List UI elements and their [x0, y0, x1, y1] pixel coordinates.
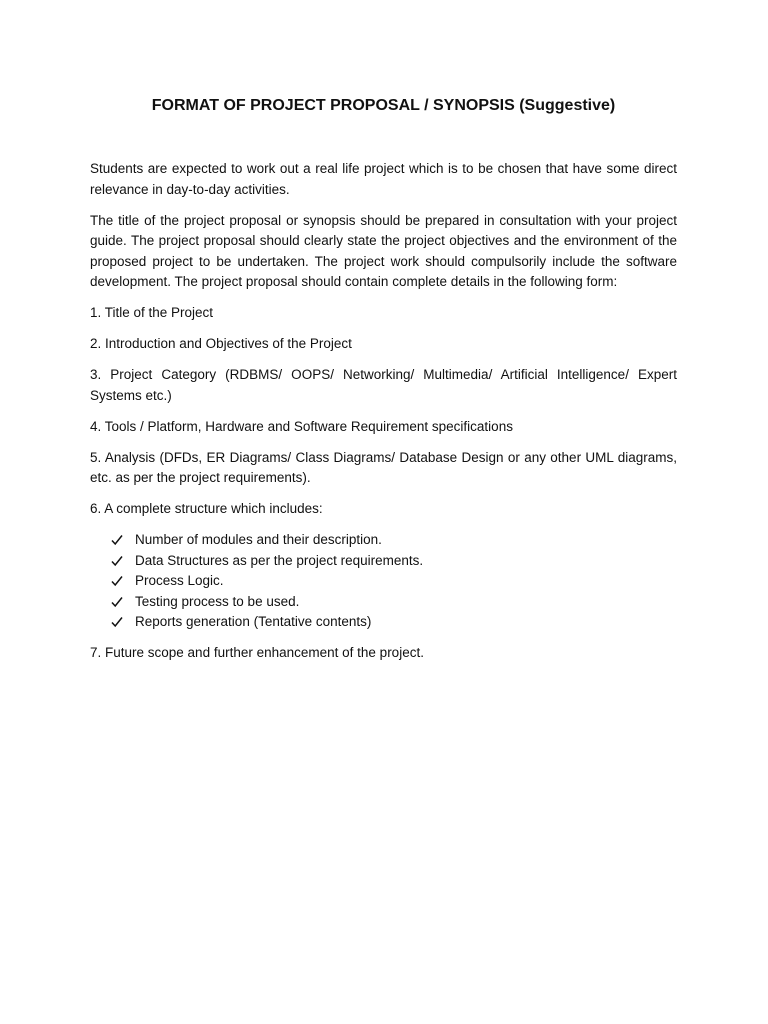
checklist-item [90, 612, 677, 633]
checklist-item-label: Process Logic. [135, 573, 224, 588]
checklist-item-label: Testing process to be used. [135, 593, 300, 609]
item-introduction: 2. Introduction and Objectives of the Project [90, 336, 352, 351]
description-paragraph: The title of the project proposal or synopsis should be prepared in consultation with your project guide. The project proposal should clearly state the project objectives and the environment of the proposed project to be undertaken. The project work should compulsorily include the software development. The project proposal should contain complete details in the following form: [90, 212, 677, 289]
check-mark-icon [111, 551, 125, 571]
checklist-item-label: Number of modules and their description. [135, 532, 382, 547]
structure-checklist [90, 530, 677, 633]
document-page [90, 0, 677, 1024]
check-mark-icon [111, 571, 125, 591]
checklist-item [90, 530, 677, 551]
document-body [90, 159, 677, 674]
checklist-item-label: Reports generation (Tentative contents) [135, 614, 372, 629]
item-tools-platform: 4. Tools / Platform, Hardware and Software Requirement specifications [90, 418, 513, 434]
check-mark-icon [111, 592, 125, 612]
intro-paragraph: Students are expected to work out a real life project which is to be chosen that have some direct relevance in day-to-day activities. [90, 161, 677, 197]
check-mark-icon [111, 612, 125, 632]
checklist-item [90, 571, 677, 592]
item-structure: 6. A complete structure which includes: [90, 501, 323, 516]
item-analysis: 5. Analysis (DFDs, ER Diagrams/ Class Diagrams/ Database Design or any other UML diagrams, etc. as per the project requirements). [90, 449, 677, 485]
checklist-item [90, 592, 677, 613]
item-project-category: 3. Project Category (RDBMS/ OOPS/ Networking/ Multimedia/ Artificial Intelligence/ Expert Systems etc.) [90, 367, 677, 403]
document-title: FORMAT OF PROJECT PROPOSAL / SYNOPSIS (Suggestive) [151, 97, 616, 114]
check-mark-icon [111, 530, 125, 550]
checklist-item-label: Data Structures as per the project requirements. [135, 552, 424, 568]
item-title: 1. Title of the Project [90, 305, 214, 320]
checklist-item [90, 551, 677, 572]
item-future-scope: 7. Future scope and further enhancement of the project. [90, 645, 424, 660]
